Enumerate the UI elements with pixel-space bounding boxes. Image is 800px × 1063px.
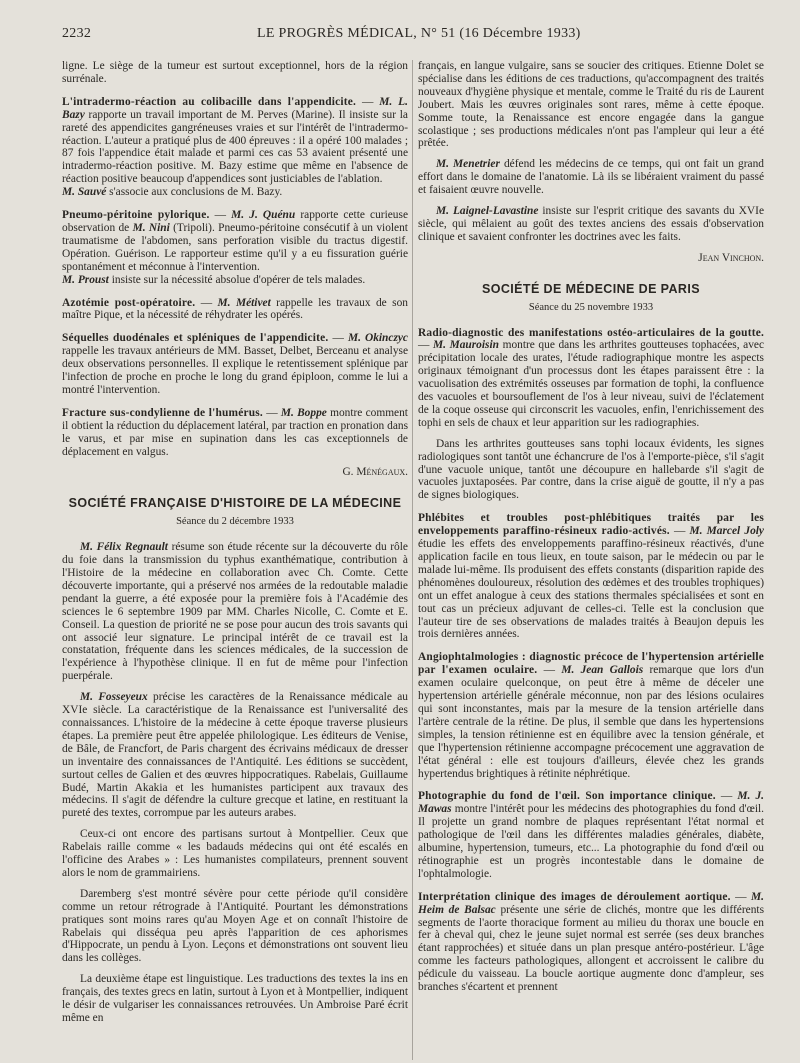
author: M. Okinczyc: [347, 332, 408, 345]
continued-paragraph: français, en langue vulgaire, sans se soucier des critiques. Etienne Dolet se spécialise dans les éditions de ces traductions, qu'accompagnent des traités nouveaux d'hygiène physique et mentale, comme le Traité du ris de Laurent Joubert. Mais les œuvres originales sont rares, même à cette époque. Somme toute, la Renaissance est encore engagée dans la gangue scolastique ; ses productions médicales n'ont pas l'ampleur qui leur a été prêtée.: [418, 60, 764, 150]
article-phlebites: Phlébites et troubles post-phlébitiques traités par les enveloppements paraffino-résineux radio-activés. — M. Marcel Joly étudie les effets des enveloppements paraffino-résineux réactivés, d'une application facile en tous lieux, en toute saison, par le médecin ou par le malade lui-même. Ils produisent des effets constants (disparition rapide des phénomènes douloureux, résolution des œdèmes et des troubles trophiques) ont un effet analogue à ceux des stations thermales spécialisées et sont en tout cas un précieux adjuvant de celles-ci. Telle est la conclusion que l'auteur tire de ses observations de malades traités à Beaujon depuis les trois dernières années.: [418, 512, 764, 641]
session-date: Séance du 2 décembre 1933: [176, 516, 294, 528]
article-text: remarque que lors d'un examen oculaire quelconque, on peut être à même de déceler une hypertension artérielle générale méconnue, non par des lésions oculaires qui sont inconstantes, mais par la mesure de la tension artérielle dans l'artère centrale de la rétine. De plus, il semble que dans les hypertensions simples, la tension rétinienne est en équilibre avec la tension générale, et que l'hypertension rétinienne accompagne précocement une aggravation de l'état général : elle est toujours d'ailleurs, élevée chez les grands hypertendus brightiques à rétinite néphrétique.: [418, 664, 765, 780]
paragraph: Daremberg s'est montré sévère pour cette période qu'il considère comme un retour rétrograde à l'Antiquité. Pourtant les démonstrations pratiques sont moins rares qu'au Moyen Age et on connaît l'histoire de Rabelais qui disséqua peu après l'apparition de ces aphorismes d'Hippocrate, un pendu à Lyon. Leçons et démonstrations ont souvent lieu dans les collèges.: [62, 887, 408, 965]
left-column: [62, 60, 408, 1033]
article-title: Séquelles duodénales et spléniques de l'appendicite.: [62, 332, 329, 345]
article-title: Interprétation clinique des images de déroulement aortique.: [418, 890, 731, 903]
article-text: présente une série de clichés, montre que les différents segments de l'aorte thoracique forment au milieu du thorax une boucle en fer à cheval qui, chez le jeune sujet normal est serrée (ses deux branches étant rapprochées) et située dans un plan presque antéro-postérieur. L'âge comme les facteurs pathologiques, allongent et accroissent le calibre du pédicule du vaisseau. La boucle aortique augmente donc d'ampleur, ses branches s'écartent et prennent: [418, 903, 764, 994]
author: M. Nini: [132, 221, 170, 234]
communication-regnault: [62, 541, 408, 683]
article-title: Azotémie post-opératoire.: [62, 296, 196, 309]
article-title: Pneumo-péritoine pylorique.: [62, 209, 210, 222]
communication-fosseyeux: [62, 691, 408, 820]
author: M. Boppe: [280, 406, 327, 419]
article-photographie: Photographie du fond de l'œil. Son importance clinique. — M. J. Mawas montre l'intérêt pour les médecins des photographies du fond d'œil. Il projette un grand nombre de plaques représentant l'état normal et pathologique de l'œil dans les différentes maladies générales, diabète, albumine, hypertension, tumeurs, etc... La photographie du fond d'œil ou rétinographie est un progrès incontestable dans le domaine de l'ophtalmologie.: [418, 790, 764, 880]
article-title: Fracture sus-condylienne de l'humérus.: [62, 406, 263, 419]
right-column: [418, 60, 764, 1004]
article-title: Angiophtalmologies : diagnostic précoce de l'hypertension artérielle par l'examen oculaire.: [418, 651, 764, 677]
article-text: montre comment il obtient la réduction du déplacement latéral, par traction en pronation dans le varus, et par mise en supination dans les cas exceptionnels de déplacement en valgus.: [62, 406, 408, 458]
article-text: étudie les effets des enveloppements paraffino-résineux réactivés, d'une application facile en tous lieux, en toute saison, par le médecin ou par le malade lui-même. Ils produisent des effets constants (disparition rapide des phénomènes douloureux, résolution des œdèmes et des troubles trophiques) ont un effet analogue à ceux des stations thermales spécialisées et sont en tout cas un précieux adjuvant de celles-ci. Telle est la conclusion que l'auteur tire de ses observations de malades traités à Beaujon depuis les trois dernières années.: [418, 538, 764, 641]
continued-paragraph: ligne. Le siège de la tumeur est surtout exceptionnel, hors de la région surrénale.: [62, 60, 408, 85]
author: M. Sauvé: [62, 186, 107, 199]
article-angiophtalmologies: Angiophtalmologies : diagnostic précoce de l'hypertension artérielle par l'examen oculaire. — M. Jean Gallois remarque que lors d'un examen oculaire quelconque, on peut être à même de déceler une hypertension artérielle générale méconnue, non par des lésions oculaires qui sont inconstantes, mais par la mesure de la tension artérielle dans l'artère centrale de la rétine. De plus, il semble que dans les hypertensions simples, la tension rétinienne est en équilibre avec la tension générale, et que l'hypertension rétinienne accompagne précocement une aggravation de l'état général : elle est toujours d'ailleurs, élevée chez les grands hypertendus brightiques à rétinite néphrétique.: [418, 651, 765, 780]
paragraph: Ceux-ci ont encore des partisans surtout à Montpellier. Ceux que Rabelais raille comme « les badauds médecins qui ont été escalés en l'officine des Arabes » : Les humanistes compilateurs, prennent souvent alors le nom de grammairiens.: [62, 828, 408, 879]
session-date: Séance du 25 novembre 1933: [528, 301, 654, 313]
author: M. Félix Regnault: [80, 541, 168, 554]
section-title: SOCIÉTÉ FRANÇAISE D'HISTOIRE DE LA MÉDECINE: [68, 496, 402, 511]
article-text: montre que dans les arthrites goutteuses tophacées, avec précipitation locale des urates, l'étude radiographique montre les aspects originaux témoignant d'un processus dont les étapes paraissent être : la vacuolisation des extrémités osseuses par formation de tophi, la confluence des vacuoles et boursouflement de l'os à leur niveau, suivi de l'éclatement de la coque osseuse qui circonscrit les vacuoles, enfin, l'enrichissement des tophi en sels de chaux et leur apparition sur les radiographies.: [418, 339, 765, 429]
article-pneumo-peritoine: Pneumo-péritoine pylorique. — M. J. Quénu rapporte cette curieuse observation de M. Nini (Tripoli). Pneumo-péritoine consécutif à un violent traumatisme de l'abdomen, sans perforation visible du tractus digestif. Opération. Guérison. Le rapporteur estime qu'il y a eu fissuration guérie spontanément et méconnue à l'intervention. M. Proust insiste sur la nécessité absolue d'opérer de tels malades.: [62, 209, 408, 286]
article-sequelles: Séquelles duodénales et spléniques de l'appendicite. — M. Okinczyc rappelle les travaux antérieurs de MM. Basset, Delbet, Berceanu et analyse deux observations personnelles. Il explique le retentissement splénique par l'infection de proche en proche le long du grand épiploon, comme le lui a montré l'intervention.: [62, 332, 408, 396]
signature: G. Ménégaux.: [342, 466, 408, 479]
author: M. J. Mawas: [418, 790, 764, 816]
article-text: défend les médecins de ce temps, qui ont fait un grand effort dans le domaine de l'anatomie. Là ils se libéraient vraiment du passé et faisaient œuvre nouvelle.: [418, 158, 764, 197]
author: M. Fosseyeux: [80, 691, 148, 704]
article-text: rapporte un travail important de M. Perves (Marine). Il insiste sur la rareté des appendicites gangréneuses vraies et sur l'intérêt de l'intradermo-réaction. L'auteur a pratiqué plus de 400 épreuves : il a opéré 100 malades ; 87 fois l'appendice était malade et parmi ces cas 53 avaient présenté une intradermo-réaction positive. M. Bazy estime que même en l'absence de réaction positive beaucoup d'appendices sont justiciables de l'ablation.: [62, 108, 408, 186]
column-divider: [412, 60, 413, 1060]
page-number: 2232: [62, 26, 92, 41]
article-deroulement-aortique: Interprétation clinique des images de déroulement aortique. — M. Heim de Balsac présente une série de clichés, montre que les différents segments de l'aorte thoracique forment au milieu du thorax une boucle en fer à cheval qui, chez le jeune sujet normal est serrée (ses deux branches étant rapprochées) et située dans un plan presque antéro-postérieur. L'âge comme les facteurs pathologiques, allongent et accroissent le calibre du pédicule du vaisseau. La boucle aortique augmente donc d'ampleur, ses branches s'écartent et prennent: [418, 890, 764, 994]
author: M. Jean Gallois: [561, 664, 644, 677]
article-title: L'intradermo-réaction au colibacille dans l'appendicite.: [62, 95, 357, 108]
author: M. Heim de Balsac: [418, 890, 764, 916]
running-header: [62, 26, 732, 46]
article-title: Photographie du fond de l'œil. Son importance clinique.: [418, 790, 716, 803]
journal-title: LE PROGRÈS MÉDICAL, N° 51 (16 Décembre 1933): [257, 26, 581, 41]
author: M. Métivet: [217, 296, 271, 309]
article-text: insiste sur la nécessité absolue d'opérer de tels malades.: [111, 273, 366, 286]
article-text: montre l'intérêt pour les médecins des photographies du fond d'œil. Il projette un grand nombre de plaques représentant l'état normal et pathologique de l'œil dans les différentes maladies générales, diabète, albumine, hypertension, tumeurs, etc... La photographie du fond d'œil ou rétinographie est un progrès incontestable dans le domaine de l'ophtalmologie.: [418, 803, 764, 880]
communication-menetrier: [418, 158, 764, 197]
author: M. Proust: [62, 273, 109, 286]
article-azotemie: Azotémie post-opératoire. — M. Métivet rappelle les travaux de son maître Pique, et la nécessité de réhydrater les opérés.: [62, 296, 408, 322]
paragraph: Dans les arthrites goutteuses sans tophi locaux évidents, les signes radiologiques sont tantôt une échancrure de l'os à l'emporte-pièce, s'il s'agit d'une vacuole unique, tantôt une découpure en hallebarde s'il s'agit de vacuoles juxtaposées. Par contre, dans la crise aiguë de goutte, il n'y a pas de signes biologiques.: [418, 437, 764, 502]
section-title: SOCIÉTÉ DE MÉDECINE DE PARIS: [482, 281, 700, 296]
signature: Jean Vinchon.: [698, 251, 764, 264]
author: M. J. Quénu: [231, 209, 296, 222]
paragraph: La deuxième étape est linguistique. Les traductions des textes la ins en français, des textes grecs en latin, surtout à Lyon et à Montpellier, indiquent le désir de vulgariser les connaissances retrouvées. Un Ambroise Paré écrit même en: [62, 973, 408, 1024]
article-text: rapporte cette curieuse observation de: [62, 209, 408, 234]
article-text: insiste sur l'esprit critique des savants du XVIe siècle, qui mêlaient au goût des textes anciens des essais d'observation clinique et savaient confronter les doctrines avec les faits.: [418, 205, 764, 243]
article-text: s'associe aux conclusions de M. Bazy.: [109, 186, 283, 199]
author: M. L. Bazy: [62, 95, 408, 121]
article-fracture: Fracture sus-condylienne de l'humérus. — M. Boppe montre comment il obtient la réduction du déplacement latéral, par traction en pronation dans le varus, et par mise en supination dans les cas exceptionnels de déplacement en valgus.: [62, 406, 408, 458]
author: M. Mauroisin: [433, 339, 499, 352]
article-radio-diagnostic: Radio-diagnostic des manifestations ostéo-articulaires de la goutte. — M. Mauroisin montre que dans les arthrites goutteuses tophacées, avec précipitation locale des urates, l'étude radiographique montre les aspects originaux témoignant d'un processus dont les étapes paraissent être : la vacuolisation des extrémités osseuses par formation de tophi, la confluence des vacuoles et boursouflement de l'os à leur niveau, suivi de l'éclatement de la coque osseuse qui circonscrit les vacuoles, enfin, l'enrichissement des tophi en sels de chaux et leur apparition sur les radiographies.: [418, 326, 765, 429]
article-text: rappelle les travaux de son maître Pique, et la nécessité de réhydrater les opérés.: [62, 296, 408, 322]
author: M. Laignel-Lavastine: [436, 205, 539, 218]
article-text: rappelle les travaux antérieurs de MM. Basset, Delbet, Berceanu et analyse deux observations personnelles. Il explique le retentissement splénique par l'infection de proche en proche le long du grand épiploon, comme le lui a montré l'intervention.: [62, 345, 408, 396]
author: M. Marcel Joly: [689, 525, 764, 538]
article-title: Phlébites et troubles post-phlébitiques traités par les enveloppements paraffino-résineux radio-activés.: [418, 512, 764, 538]
article-text: (Tripoli). Pneumo-péritoine consécutif à un violent traumatisme de l'abdomen, sans perforation visible du tractus digestif. Opération. Guérison. Le rapporteur estime qu'il y a eu fissuration guérie spontanément et méconnue à l'intervention.: [62, 221, 408, 273]
article-title: Radio-diagnostic des manifestations ostéo-articulaires de la goutte.: [418, 326, 764, 339]
communication-laignel-lavastine: [418, 205, 764, 244]
article-intradermo: L'intradermo-réaction au colibacille dans l'appendicite. — M. L. Bazy rapporte un travail important de M. Perves (Marine). Il insiste sur la rareté des appendicites gangréneuses vraies et sur l'intérêt de l'intradermo-réaction. L'auteur a pratiqué plus de 400 épreuves : il a opéré 100 malades ; 87 fois l'appendice était malade et parmi ces cas 53 avaient présenté une intradermo-réaction positive. M. Bazy estime que même en l'absence de réaction positive beaucoup d'appendices sont justiciables de l'ablation. M. Sauvé s'associe aux conclusions de M. Bazy.: [62, 95, 408, 199]
author: M. Menetrier: [436, 158, 500, 171]
article-text: précise les caractères de la Renaissance médicale au XVIe siècle. La caractéristique de la Renaissance est l'universalité des connaissances. L'histoire de la médecine à cette époque traverse plusieurs étapes. La première peut être appelée philologique. Les éditeurs de Venise, de Bâle, de Francfort, de Paris chargent des écrivains médicaux de dresser un inventaire des connaissances de l'Antiquité. Les éditions se succèdent, surtout celles de Galien et des œuvres hippocratiques. Rabelais, Guillaume Budé, Martin Akakia et les humanistes participent aux travaux des médecins. Il s'agit de défendre la culture grecque et latine, en restituant la pureté des textes, corrompue par les auteurs arabes.: [62, 691, 408, 820]
article-text: résume son étude récente sur la découverte du rôle du foie dans la transmission du typhus exanthématique, contribution à l'Histoire de la médecine en collaboration avec Ch. Comte. Cette découverte importante, qui a préservé nos armées de la redoutable maladie pendant la guerre, a été exposée pour la première fois à l'Académie des sciences le 6 septembre 1909 par MM. Charles Nicolle, C. Comte et E. Conseil. La question de priorité ne se pose pour aucun des trois savants qui ont associé leur signature. Le principal intérêt de ce travail est la constatation, fréquente dans les sciences médicales, de la succession de l'expérience à l'hypothèse clinique. Il en fut de même pour l'infection puerpérale.: [62, 541, 408, 683]
